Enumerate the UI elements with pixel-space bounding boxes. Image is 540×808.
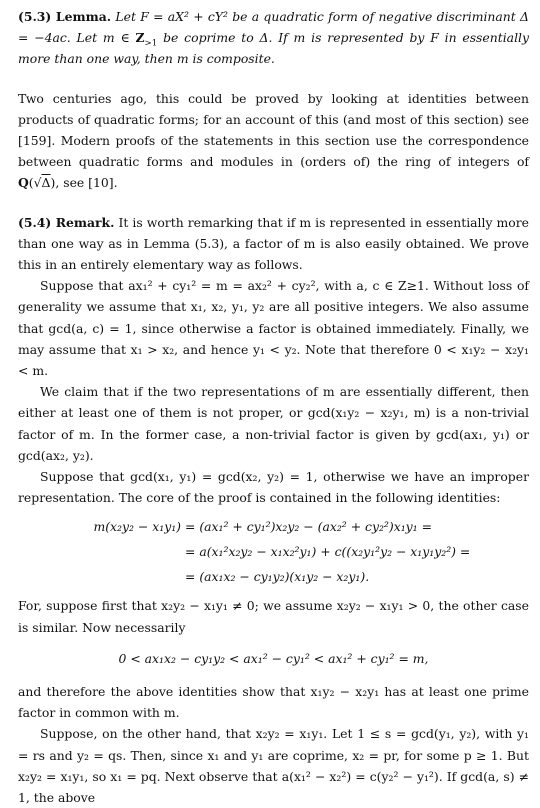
lemma-text-a: Let F = aX² + cY² be a quadratic form of negative discriminant Δ = −4ac. Let m ∈ xyxy=(18,9,529,46)
identity-row-1 xyxy=(18,514,529,539)
identity-row-2 xyxy=(18,539,529,564)
therefore-paragraph: and therefore the above identities show that x₁y₂ − x₂y₁ has at least one prime factor in common with m. xyxy=(18,684,529,721)
claim-paragraph: We claim that if the two representations of m are essentially different, then either at least one of them is not proper, or gcd(x₁y₂ − x₂y₁, m) is a non-trivial factor of m. In the former case, a non-trivial factor is given by gcd(ax₁, y₁) or gcd(ax₂, y₂). xyxy=(18,384,529,463)
history-text-b: , see [10]. xyxy=(55,175,118,191)
lemma-z-subscript: >1 xyxy=(144,38,158,49)
history-q-symbol: Q xyxy=(18,175,29,191)
suppose-paragraph-2: Suppose that gcd(x₁, y₁) = gcd(x₂, y₂) = 1, otherwise we have an improper representation. The core of the proof is contained in the following identities: xyxy=(18,469,529,506)
lemma-paragraph xyxy=(18,6,529,70)
other-hand-paragraph: Suppose, on the other hand, that x₂y₂ = x₁y₁. Let 1 ≤ s = gcd(y₁, y₂), with y₁ = rs and y₂ = qs. Then, since x₁ and y₁ are coprime, x₂ = pr, for some p ≥ 1. But x₂y₂ = x₁y₁, so x₁ = pq. Next observe that a(x₁² − x₂²) = c(y₂² − y₁²). If gcd(a, s) ≠ 1, the above xyxy=(18,726,529,806)
remark-paragraph xyxy=(18,212,529,276)
suppose-paragraph-1: Suppose that ax₁² + cy₁² = m = ax₂² + cy₂², with a, c ∈ Z≥1. Without loss of generality we assume that x₁, x₂, y₁, y₂ are all positive integers. We also assume that gcd(a, c) = 1, since otherwise a factor is obtained immediately. Finally, we may assume that x₁ > x₂, and hence y₁ < y₂. Note that therefore 0 < x₁y₂ − x₂y₁ < m. xyxy=(18,278,529,379)
history-q-arg-close: ) xyxy=(50,175,56,191)
identities-block xyxy=(18,514,529,589)
history-paragraph xyxy=(18,88,529,194)
history-text-a: Two centuries ago, this could be proved by looking at identities between products of quadratic forms; for an account of this (and most of this section) see [159]. Modern proofs of the statements in this section use the correspondence between quadratic forms and modules in (orders of) the ring of integers of xyxy=(18,90,529,170)
remark-text: It is worth remarking that if m is represented in essentially more than one way as in Lemma (5.3), a factor of m is also easily obtained. We prove this in an entirely elementary way as follows. xyxy=(18,214,529,273)
lemma-text-b: be coprime to Δ. If m is represented by F in essentially more than one way, then m is composite. xyxy=(18,30,529,67)
lemma-label: (5.3) Lemma. xyxy=(18,9,112,24)
identity-row-3 xyxy=(18,564,529,589)
for-paragraph: For, suppose first that x₂y₂ − x₁y₁ ≠ 0; we assume x₂y₂ − x₁y₁ > 0, the other case is similar. Now necessarily xyxy=(18,598,529,635)
history-q-arg-open: (√ xyxy=(28,175,42,191)
lemma-z-symbol: Z xyxy=(135,30,145,46)
remark-label: (5.4) Remark. xyxy=(18,214,115,230)
history-q-arg-delta: Δ xyxy=(41,175,51,191)
identity-rhs-2: = a(x₁²x₂y₂ − x₁x₂²y₁) + c((x₂y₁²y₂ − x₁y₁y₂²) = xyxy=(185,544,471,560)
identity-rhs-3: = (ax₁x₂ − cy₁y₂)(x₁y₂ − x₂y₁). xyxy=(185,569,370,585)
identity-lhs: m(x₂y₂ − x₁y₁) xyxy=(93,519,181,535)
inequality-display: 0 < ax₁x₂ − cy₁y₂ < ax₁² − cy₁² < ax₁² + cy₁² = m, xyxy=(118,650,429,666)
identity-rhs-1: = (ax₁² + cy₁²)x₂y₂ − (ax₂² + cy₂²)x₁y₁ = xyxy=(185,519,432,535)
